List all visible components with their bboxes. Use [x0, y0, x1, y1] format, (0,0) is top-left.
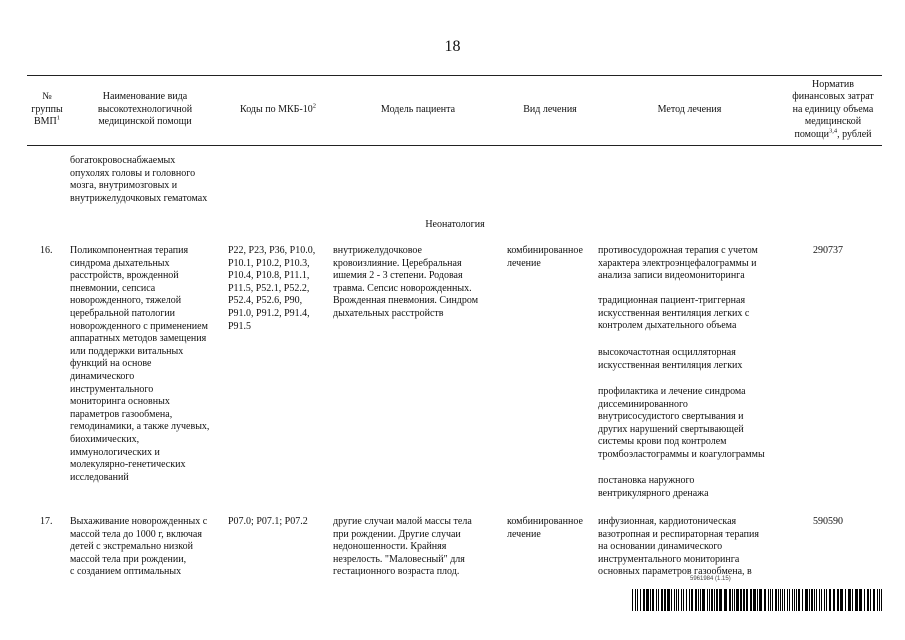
treatment-method-item: противосудорожная терапия с учетом характера электроэнцефалограммы и анализа записи видеомониторинга: [598, 245, 758, 282]
header-care-type: Наименование вида высокотехнологичной медицинской помощи: [97, 91, 193, 128]
row-care-type: Выхаживание новорожденных с массой тела до 1000 г, включая детей с экстремально низкой массой тела при рождении, с созданием оптимальных: [70, 516, 208, 578]
row-patient-model: внутрижелудочковое кровоизлияние. Церебральная ишемия 2 - 3 степени. Родовая травма. Сепсис новорожденных. Врожденная пневмония. Синдром дыхательных расстройств: [333, 245, 479, 319]
page-number: 18: [444, 38, 461, 55]
treatment-method-item: традиционная пациент-триггерная искусственная вентиляция легких с контролем дыхательного объема: [598, 295, 750, 332]
row-patient-model: другие случаи малой массы тела при рождении. Другие случаи недоношенности. Крайняя незрелость. "Маловесный" для гестационного возраста плод.: [333, 516, 472, 578]
header-bottom-rule: [27, 145, 882, 146]
header-icd-codes: Коды по МКБ-$10^2$: [240, 102, 316, 115]
treatment-method-item: постановка наружного вентрикулярного дренажа: [598, 475, 709, 499]
row-cost: 590590: [813, 516, 843, 527]
barcode-number: 5961984 (1.15): [690, 576, 731, 582]
header-group-number: № группы ВМП$^1$: [31, 91, 63, 128]
continuation-text: богатокровоснабжаемых опухолях головы и головного мозга, внутримозговых и внутрижелудочковых гематомах: [70, 155, 208, 204]
row-number: 17.: [40, 516, 53, 527]
row-treatment-type: комбинированное лечение: [507, 516, 583, 540]
row-treatment-type: комбинированное лечение: [507, 245, 583, 269]
row-icd-codes: P22, P23, P36, P10.0, P10.1, P10.2, P10.3, P10.4, P10.8, P11.1, P11.5, P52.1, P52.2, P52.4, P52.6, P90, P91.0, P91.2, P91.4, P91.5: [228, 245, 316, 332]
header-cost-standard: Норматив финансовых затрат на единицу объема медицинской помощи$^{3,4}$, рублей: [792, 78, 874, 140]
row-cost: 290737: [813, 245, 843, 256]
header-treatment-method: Метод лечения: [657, 103, 722, 115]
barcode-image: [632, 589, 882, 611]
row-number: 16.: [40, 245, 53, 256]
treatment-method-item: инфузионная, кардиотоническая вазотропная и респираторная терапия на основании динамического инструментального мониторинга основных параметров газообмена, в: [598, 516, 759, 578]
treatment-method-item: высокочастотная осцилляторная искусственная вентиляция легких: [598, 347, 743, 371]
section-title: Неонатология: [425, 219, 485, 230]
header-treatment-type: Вид лечения: [523, 103, 577, 115]
row-icd-codes: P07.0; P07.1; P07.2: [228, 516, 308, 527]
treatment-method-item: профилактика и лечение синдрома диссеминированного внутрисосудистого свертывания и других нарушений свертывающей системы крови под контролем тромбоэластограммы и коагулограммы: [598, 386, 765, 460]
header-patient-model: Модель пациента: [380, 103, 456, 115]
header-top-rule: [27, 75, 882, 76]
row-care-type: Поликомпонентная терапия синдрома дыхательных расстройств, врожденной пневмонии, сепсиса новорожденного, тяжелой церебральной патологии новорожденного с применением аппаратных методов замещения или поддержки витальных функций на основе динамического инструментального мониторинга основных параметров газообмена, гемодинамики, а также лучевых, биохимических, иммунологических и молекулярно-генетических исследований: [70, 245, 210, 483]
